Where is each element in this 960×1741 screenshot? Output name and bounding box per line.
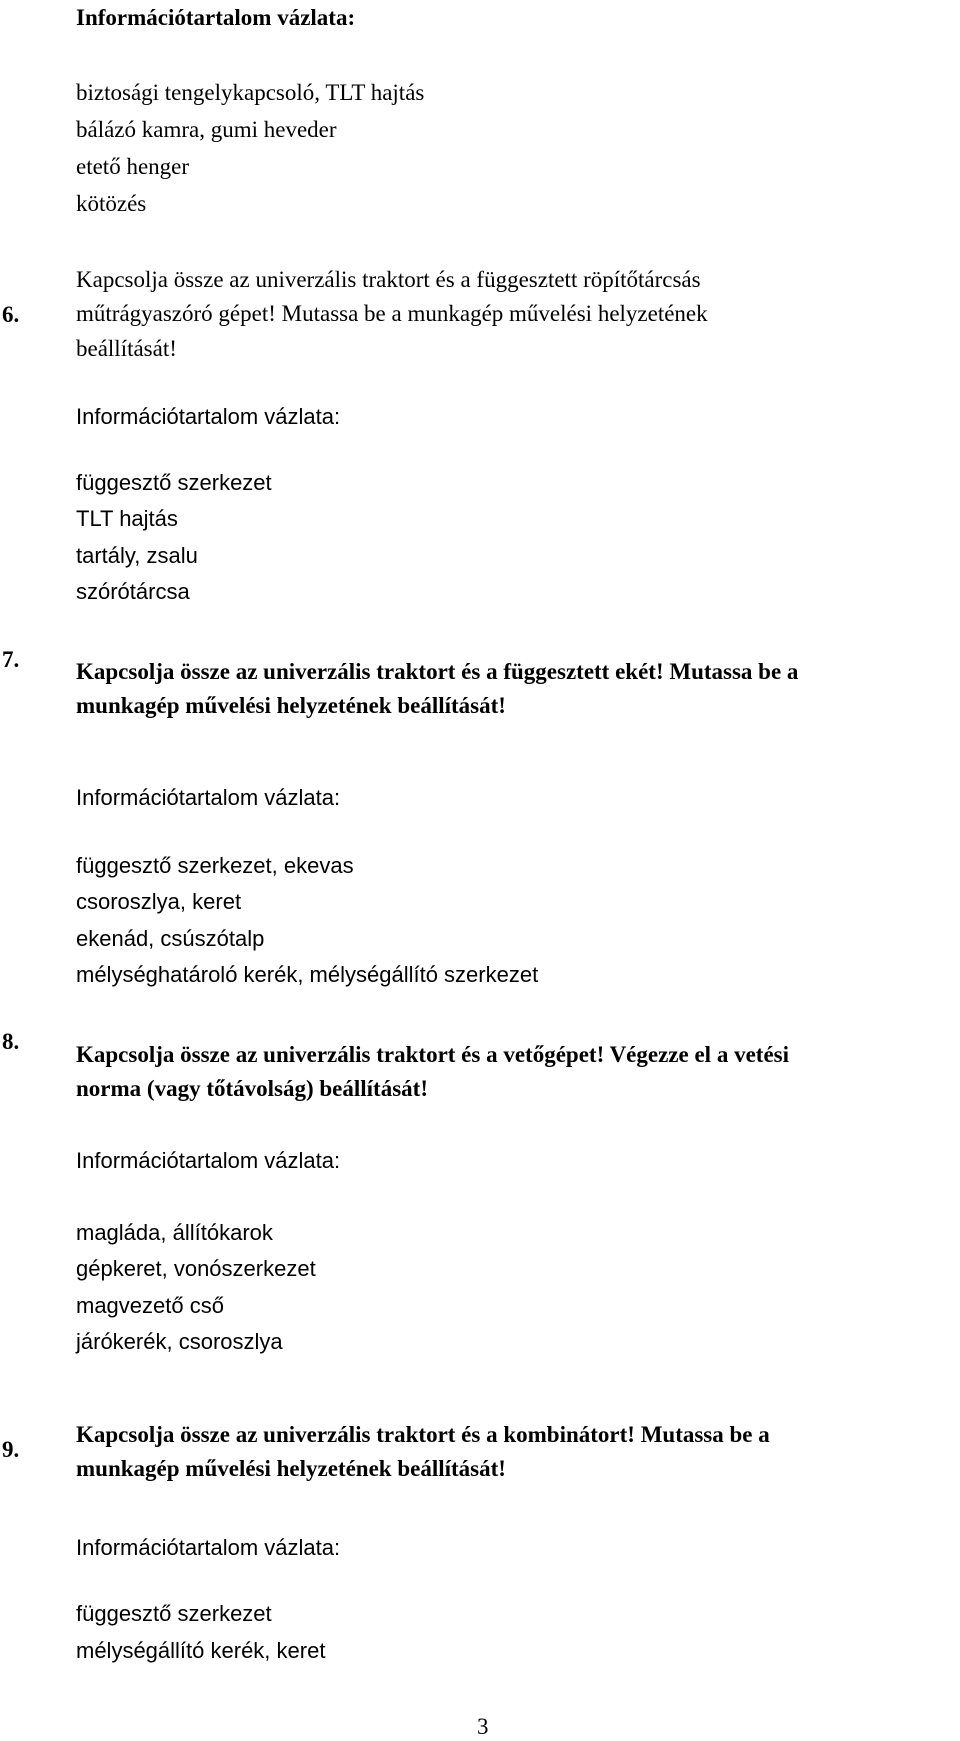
list-item: mélységhatároló kerék, mélységállító szerkezet	[76, 962, 539, 987]
list-item: mélységállító kerék, keret	[76, 1638, 326, 1663]
list-item: kötözés	[76, 191, 147, 216]
question-6-line-2: műtrágyaszóró gépet! Mutassa be a munkagép művelési helyzetének	[76, 301, 708, 326]
question-8-line-1: Kapcsolja össze az univerzális traktort és a vetőgépet! Végezze el a vetési	[76, 1042, 789, 1067]
info-header-8: Információtartalom vázlata:	[76, 1148, 341, 1173]
list-item: függesztő szerkezet, ekevas	[76, 853, 354, 878]
list-item: TLT hajtás	[76, 506, 178, 531]
list-item: ekenád, csúszótalp	[76, 926, 265, 951]
list-item: magláda, állítókarok	[76, 1220, 273, 1245]
question-7-line-1: Kapcsolja össze az univerzális traktort és a függesztett ekét! Mutassa be a	[76, 659, 799, 684]
question-number-9: 9.	[2, 1437, 20, 1462]
list-item: biztosági tengelykapcsoló, TLT hajtás	[76, 80, 425, 105]
question-number-7: 7.	[2, 647, 20, 672]
info-header-0: Információtartalom vázlata:	[76, 5, 356, 30]
question-7-line-2: munkagép művelési helyzetének beállítását!	[76, 693, 506, 718]
list-item: szórótárcsa	[76, 579, 190, 604]
list-item: etető henger	[76, 154, 190, 179]
page-number: 3	[477, 1714, 489, 1739]
list-item: bálázó kamra, gumi heveder	[76, 117, 337, 142]
list-item: magvezető cső	[76, 1293, 224, 1318]
info-header-6: Információtartalom vázlata:	[76, 404, 341, 429]
list-item: tartály, zsalu	[76, 543, 198, 568]
list-item: csoroszlya, keret	[76, 889, 242, 914]
question-9-line-1: Kapcsolja össze az univerzális traktort és a kombinátort! Mutassa be a	[76, 1422, 770, 1447]
question-8-line-2: norma (vagy tőtávolság) beállítását!	[76, 1076, 428, 1101]
info-header-9: Információtartalom vázlata:	[76, 1535, 341, 1560]
question-number-6: 6.	[2, 302, 20, 327]
list-item: függesztő szerkezet	[76, 470, 272, 495]
question-6-line-1: Kapcsolja össze az univerzális traktort és a függesztett röpítőtárcsás	[76, 267, 701, 292]
question-9-line-2: munkagép művelési helyzetének beállítását!	[76, 1456, 506, 1481]
question-number-8: 8.	[2, 1029, 20, 1054]
info-header-7: Információtartalom vázlata:	[76, 785, 341, 810]
question-6-line-3: beállítását!	[76, 336, 177, 361]
list-item: járókerék, csoroszlya	[76, 1329, 283, 1354]
list-item: függesztő szerkezet	[76, 1601, 272, 1626]
list-item: gépkeret, vonószerkezet	[76, 1256, 316, 1281]
